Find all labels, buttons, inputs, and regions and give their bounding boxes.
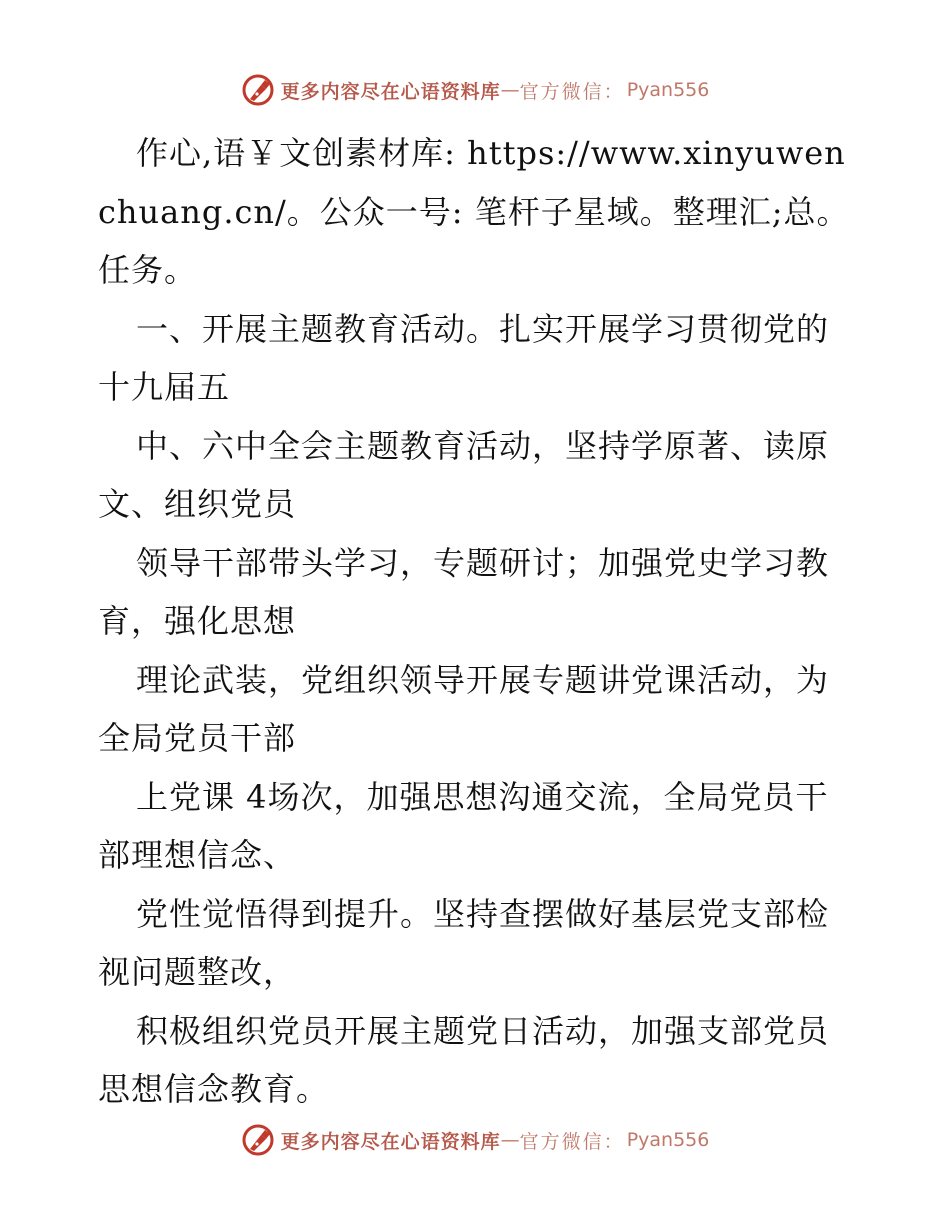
paragraph: 积极组织党员开展主题党日活动，加强支部党员思想信念教育。: [98, 1011, 830, 1108]
paragraph: 中、六中全会主题教育活动，坚持学原著、读原文、组织党员: [98, 426, 830, 523]
document-body: [98, 124, 858, 1119]
banner-wechat-label: 官方微信：: [519, 80, 625, 103]
paragraph: 上党课 4场次，加强思想沟通交流，全局党员干部理想信念、: [98, 777, 829, 874]
paragraph: 理论武装，党组织领导开展专题讲党课活动，为全局党员干部: [98, 660, 830, 757]
footer-banner: [0, 1120, 950, 1160]
paragraph: 一、开展主题教育活动。扎实开展学习贯彻党的十九届五: [98, 309, 830, 406]
pen-nib-logo-icon: [241, 73, 275, 107]
banner-title: 更多内容尽在心语资料库: [280, 1130, 501, 1153]
paragraph: 党性觉悟得到提升。坚持查摆做好基层党支部检视问题整改，: [98, 894, 830, 991]
pen-nib-logo-icon: [241, 1123, 275, 1157]
banner-wechat-label: 官方微信：: [519, 1130, 625, 1153]
banner-wechat-id: Pyan556: [626, 1129, 710, 1151]
banner-separator: —: [500, 79, 520, 101]
banner-title: 更多内容尽在心语资料库: [280, 80, 501, 103]
paragraph: 领导干部带头学习，专题研讨；加强党史学习教育，强化思想: [98, 543, 830, 640]
header-banner: [0, 70, 950, 110]
banner-separator: —: [500, 1129, 520, 1151]
banner-wechat-id: Pyan556: [626, 79, 710, 101]
paragraph: 作心,语￥文创素材库: https://www.xinyuwenchuang.cn/。公众一号: 笔杆子星域。整理汇;总。任务。: [98, 134, 850, 289]
